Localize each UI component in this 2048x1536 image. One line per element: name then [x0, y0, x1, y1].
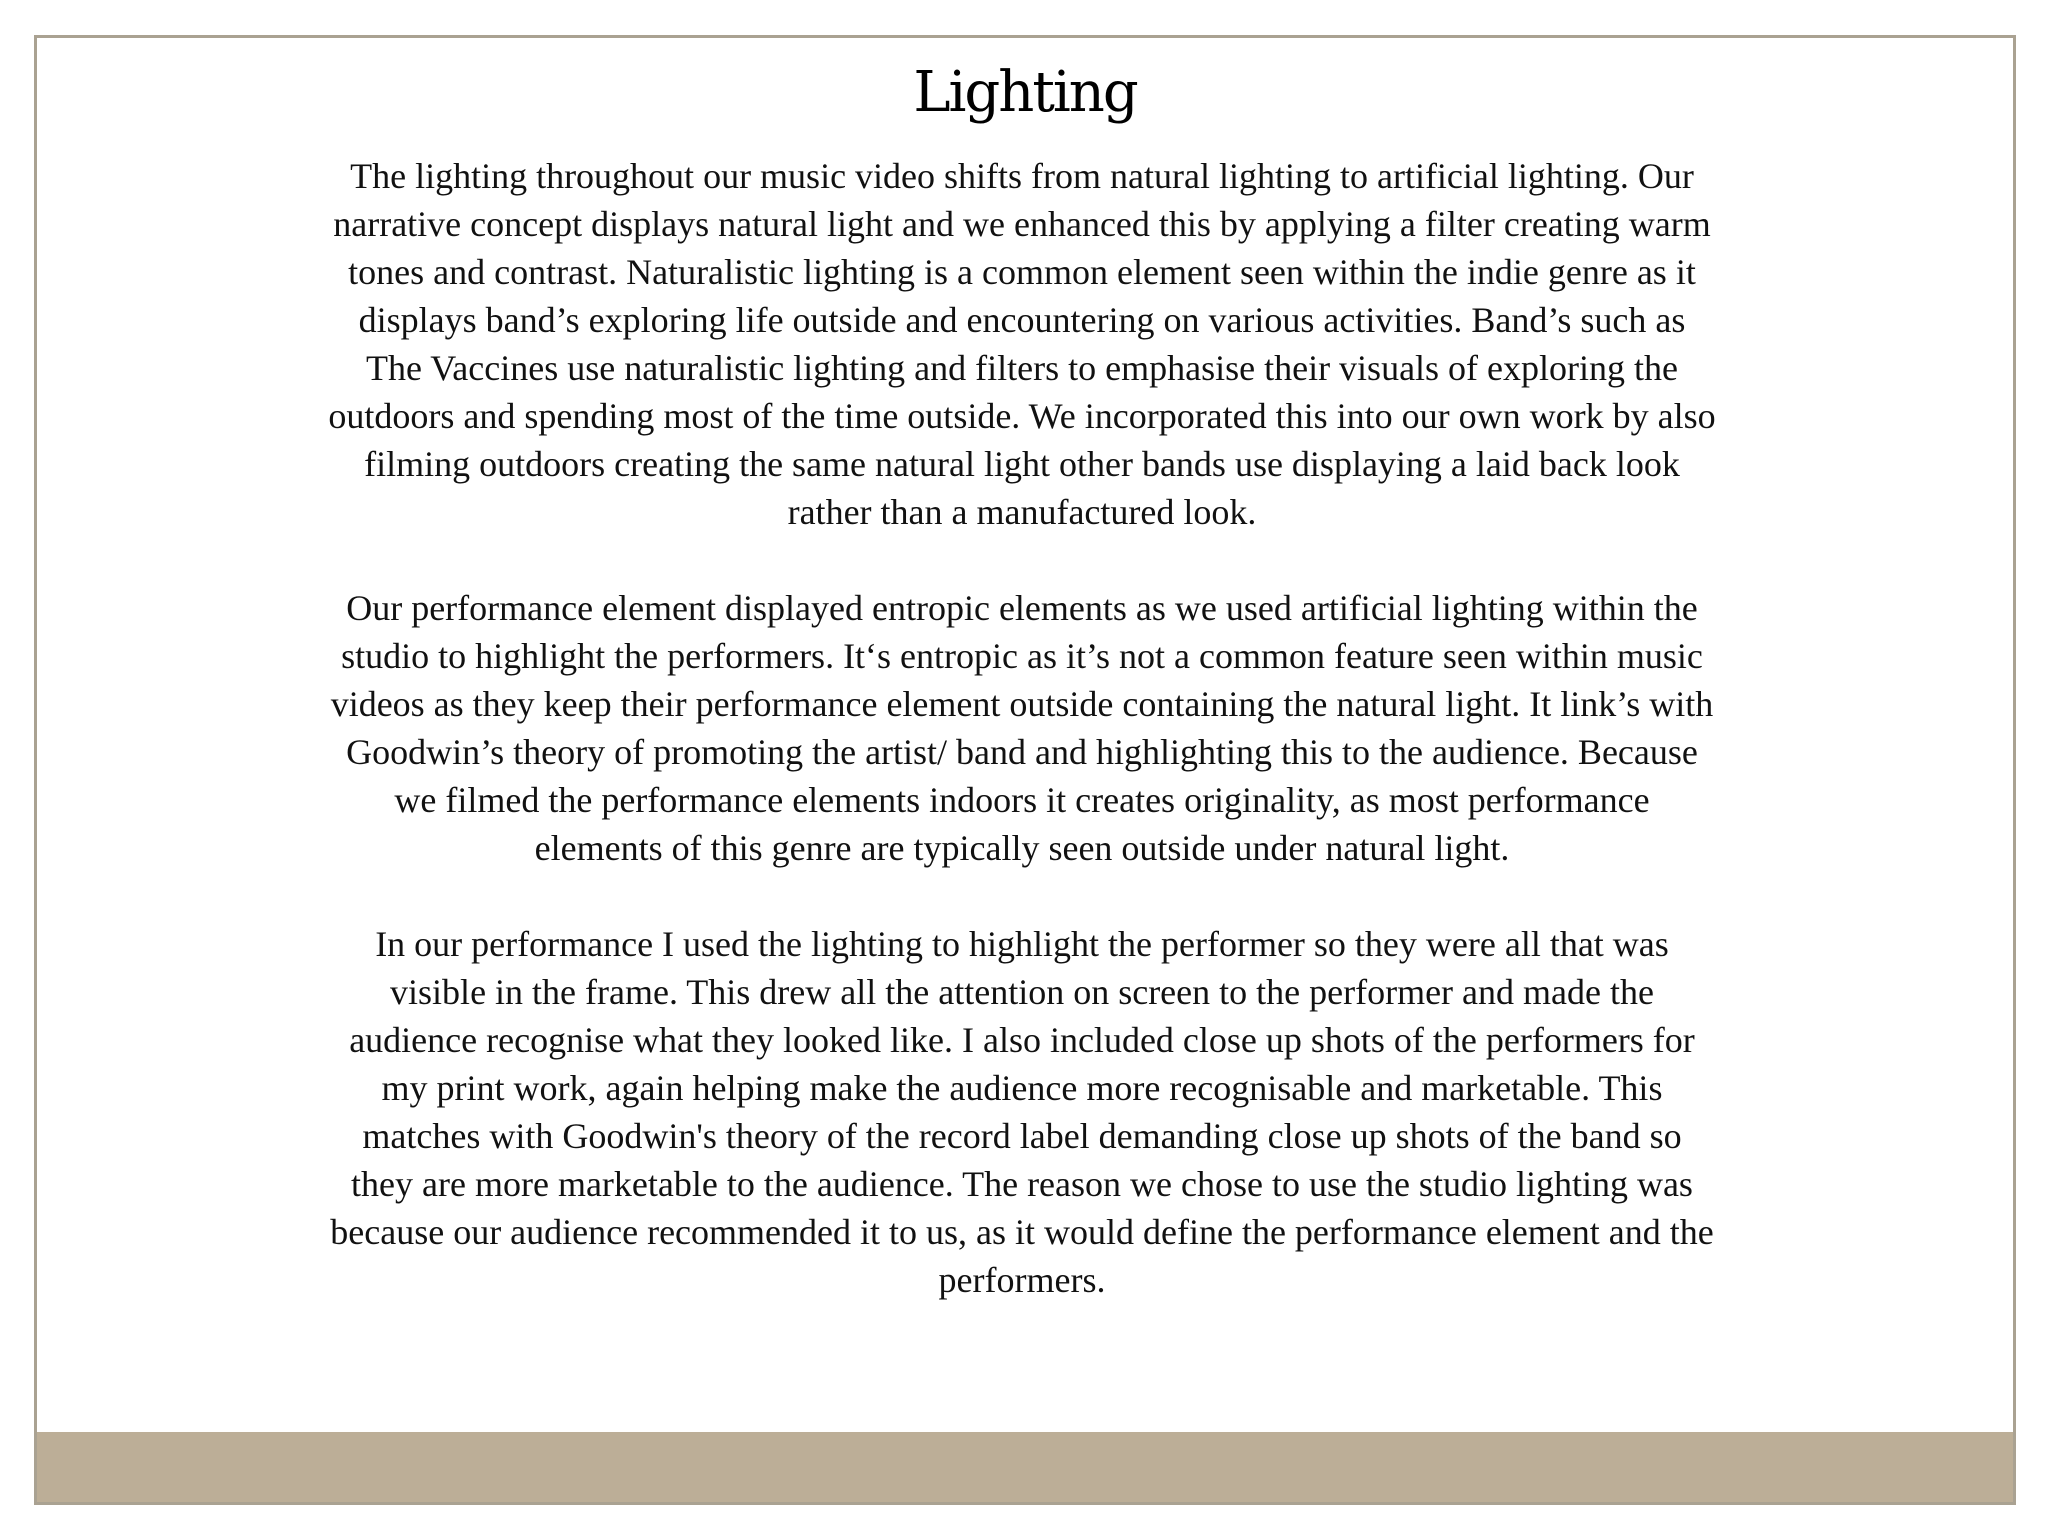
slide — [34, 35, 2016, 1505]
slide-title: Lighting — [913, 60, 1137, 125]
paragraph-natural-lighting: The lighting throughout our music video shifts from natural lighting to artificial lighting. Our narrative concept displays natural light and we enhanced this by applying a filter creating warm tones and contrast. Naturalistic lighting is a common element seen within the indie genre as it displays band’s exploring life outside and encountering on various activities. Band’s such as The Vaccines use naturalistic lighting and filters to emphasise their visuals of exploring the outdoors and spending most of the time outside. We incorporated this into our own work by also filming outdoors creating the same natural light other bands use displaying a laid back look rather than a manufactured look. — [328, 156, 1716, 532]
paragraph-performance-element: Our performance element displayed entropic elements as we used artificial lighting within the studio to highlight the performers. It‘s entropic as it’s not a common feature seen within music videos as they keep their performance element outside containing the natural light. It link’s with Goodwin’s theory of promoting the artist/ band and highlighting this to the audience. Because we filmed the performance elements indoors it creates originality, as most performance elements of this genre are typically seen outside under natural light. — [330, 588, 1714, 868]
footer-band — [37, 1432, 2013, 1502]
paragraph-studio-lighting: In our performance I used the lighting to highlight the performer so they were all that was visible in the frame. This drew all the attention on screen to the performer and made the audience recognise what they looked like. I also included close up shots of the performers for my print work, again helping make the audience more recognisable and marketable. This matches with Goodwin's theory of the record label demanding close up shots of the band so they are more marketable to the audience. The reason we chose to use the studio lighting was because our audience recommended it to us, as it would define the performance element and the performers. — [330, 924, 1714, 1300]
slide-body — [327, 152, 1717, 1352]
